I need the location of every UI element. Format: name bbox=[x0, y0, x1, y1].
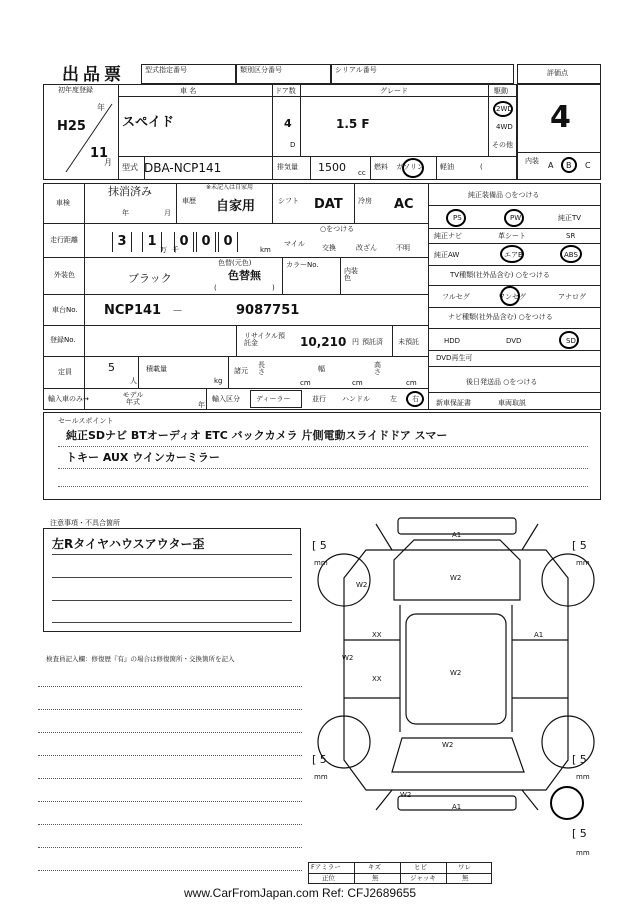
notes-line1: 左Rタイヤハウスアウター歪 bbox=[52, 537, 205, 551]
vehicle-diagram bbox=[306, 510, 606, 826]
drive-4wd: 4WD bbox=[496, 123, 513, 131]
inspector-lines bbox=[38, 686, 302, 886]
legend-h3: ヒビ bbox=[414, 863, 427, 871]
kg-unit: kg bbox=[214, 377, 223, 385]
sen-unit: 千 bbox=[172, 246, 179, 254]
model-year-unit: 年 bbox=[198, 401, 205, 409]
trunk bbox=[392, 738, 524, 772]
month-unit: 月 bbox=[104, 158, 112, 167]
light-oil-label: 軽油 bbox=[440, 163, 454, 171]
man-unit: 万 bbox=[160, 246, 167, 254]
chassis-label: 車台No. bbox=[52, 306, 78, 314]
mark-a1-rear: A1 bbox=[452, 803, 462, 811]
mark-w2-bumper: W2 bbox=[400, 791, 412, 799]
rating-label: 評価点 bbox=[547, 69, 568, 77]
sales-point-label: セールスポイント bbox=[58, 417, 114, 425]
color-paren-r: ) bbox=[272, 284, 275, 292]
shift-label: シフト bbox=[278, 197, 299, 205]
import-type-label: 輸入区分 bbox=[212, 395, 240, 403]
after-header: 後日発送品 ○をつける bbox=[466, 378, 538, 386]
eq-leather: 革シート bbox=[498, 232, 526, 240]
drive-other: その他 bbox=[492, 141, 513, 149]
mileage-digit: 0 bbox=[174, 232, 194, 252]
width-label: 幅 bbox=[318, 365, 325, 373]
model-label: 型式 bbox=[122, 163, 138, 172]
tread-front-right: [ 5 bbox=[572, 539, 587, 552]
drive-label: 駆動 bbox=[494, 87, 508, 95]
mileage-digit: 0 bbox=[218, 232, 238, 252]
first-reg-label: 初年度登録 bbox=[58, 86, 93, 94]
capacity-label: 定員 bbox=[58, 368, 72, 376]
fuel-value: ガソリン bbox=[396, 163, 424, 171]
category-label: 類別区分番号 bbox=[240, 66, 282, 74]
marker-circle bbox=[550, 786, 584, 820]
chassis-dash: － bbox=[172, 304, 183, 317]
dealer-label: ディーラー bbox=[256, 395, 291, 403]
color-change-label: 色替(元色) bbox=[218, 259, 252, 267]
serial-label: シリアル番号 bbox=[335, 66, 377, 74]
inspector-line bbox=[38, 847, 302, 848]
tv-analog: アナログ bbox=[558, 293, 586, 301]
mm-spare: mm bbox=[576, 849, 590, 857]
ac-value: AC bbox=[394, 197, 414, 212]
legend-v3: ジャッキ bbox=[410, 874, 436, 882]
eq-tv: 純正TV bbox=[558, 214, 582, 222]
year-unit: 年 bbox=[97, 103, 105, 112]
deposit-not: 未預託 bbox=[398, 338, 419, 346]
height-label: 高さ bbox=[374, 361, 381, 376]
cc-unit: cc bbox=[358, 169, 366, 177]
mileage-digit: 3 bbox=[112, 232, 132, 252]
mm-front-right: mm bbox=[576, 559, 590, 567]
doors-label: ドア数 bbox=[275, 87, 296, 95]
mileage-label: 走行距離 bbox=[50, 236, 78, 244]
odo-unknown: 不明 bbox=[396, 244, 410, 252]
car-name-label: 車 名 bbox=[180, 87, 197, 95]
color-change-value: 色替無 bbox=[228, 269, 261, 282]
recycle-fee: 10,210 bbox=[300, 335, 347, 349]
interior-circle bbox=[561, 157, 577, 173]
mm-front-left: mm bbox=[314, 559, 328, 567]
eq-sr: SR bbox=[566, 232, 576, 240]
after-warranty: 新車保証書 bbox=[436, 399, 471, 407]
inspector-line bbox=[38, 778, 302, 779]
mark-xx-front-door: XX bbox=[372, 631, 382, 639]
interior-b: B bbox=[566, 161, 572, 170]
eq-pw-circle bbox=[504, 209, 524, 227]
chassis-number: 9087751 bbox=[236, 303, 300, 318]
import-only-label: 輸入車のみ→ bbox=[48, 395, 89, 403]
door-suffix: D bbox=[290, 141, 296, 149]
fuel-circle bbox=[402, 158, 424, 178]
inspector-line bbox=[38, 709, 302, 710]
navi-dvd: DVD bbox=[506, 337, 522, 345]
drive-2wd-circle bbox=[493, 101, 513, 117]
inspection-month: 月 bbox=[164, 209, 171, 217]
width-cm: cm bbox=[352, 379, 363, 387]
equipment-header: 純正装備品 ○をつける bbox=[468, 191, 540, 199]
fuel-label: 燃料 bbox=[374, 163, 388, 171]
length-cm: cm bbox=[300, 379, 311, 387]
color-no-label: カラーNo. bbox=[286, 261, 319, 269]
mm-rear-left: mm bbox=[314, 773, 328, 781]
after-manual: 車両取説 bbox=[498, 399, 526, 407]
right-handle-circle bbox=[406, 391, 424, 407]
yen-unit: 円 bbox=[352, 338, 359, 346]
odo-exchange: 交換 bbox=[322, 244, 336, 252]
recycle-label: リサイクル預託金 bbox=[244, 332, 286, 347]
mark-w2-rear: W2 bbox=[442, 741, 454, 749]
parallel-label: 並行 bbox=[312, 395, 326, 403]
chassis-prefix: NCP141 bbox=[104, 303, 162, 318]
dims-label: 諸元 bbox=[234, 367, 248, 375]
legend-v1: 正位 bbox=[322, 874, 335, 882]
model-year-label: モデル年式 bbox=[122, 391, 144, 406]
right-handle: 右 bbox=[412, 395, 419, 403]
first-reg-month: 11 bbox=[90, 146, 109, 161]
tread-spare: [ 5 bbox=[572, 827, 587, 840]
interior-label: 内装 bbox=[525, 157, 539, 165]
color-paren-l: ( bbox=[214, 284, 217, 292]
odo-tamper: 改ざん bbox=[356, 244, 377, 252]
mileage-digit: 0 bbox=[196, 232, 216, 252]
interior-c: C bbox=[585, 161, 591, 170]
mark-w2-left-front: W2 bbox=[356, 581, 368, 589]
displacement-value: 1500 bbox=[318, 161, 346, 174]
tv-oneseg: ワンセグ bbox=[498, 293, 526, 301]
mm-rear-right: mm bbox=[576, 773, 590, 781]
page-title: 出品票 bbox=[62, 65, 125, 85]
footer-ref: www.CarFromJapan.com Ref: CFJ2689655 bbox=[184, 886, 417, 900]
notes-label: 注意事項・不具合箇所 bbox=[50, 519, 120, 527]
usage-label: 車歴 bbox=[182, 197, 196, 205]
tv-header: TV種類(社外品含む) ○をつける bbox=[450, 271, 550, 279]
person-unit: 人 bbox=[130, 377, 137, 385]
mark-a1-right: A1 bbox=[534, 631, 544, 639]
mark-w2-roof: W2 bbox=[450, 669, 462, 677]
sales-point-line1: 純正SDナビ BTオーディオ ETC バックカメラ 片側電動スライドドア スマー bbox=[66, 429, 448, 442]
color-value: ブラック bbox=[128, 272, 172, 285]
grade-label: グレード bbox=[380, 87, 408, 95]
inspector-line bbox=[38, 870, 302, 871]
navi-hdd: HDD bbox=[444, 337, 461, 345]
interior-color-label: 内装色 bbox=[344, 267, 358, 282]
mark-a1-front: A1 bbox=[452, 531, 462, 539]
legend-v4: 無 bbox=[462, 874, 469, 882]
km-unit: km bbox=[260, 246, 271, 254]
light-oil-paren: ( bbox=[480, 163, 483, 171]
inspection-value: 抹消済み bbox=[108, 185, 152, 198]
tread-rear-left: [ 5 bbox=[312, 753, 327, 766]
tv-oneseg-circle bbox=[500, 286, 520, 306]
eq-ps: PS bbox=[453, 214, 462, 222]
legend-v2: 無 bbox=[372, 874, 379, 882]
legend-h2: キズ bbox=[368, 863, 381, 871]
navi-sd: SD bbox=[566, 337, 576, 345]
inspector-label: 検査員記入欄：修復歴『有』の場合は修復箇所・交換箇所を記入 bbox=[46, 655, 235, 663]
mark-w2-left: W2 bbox=[342, 654, 354, 662]
drive-2wd: 2WD bbox=[496, 105, 513, 113]
eq-abs: ABS bbox=[564, 251, 578, 259]
deposit-done: 預託済 bbox=[362, 338, 383, 346]
capacity-value: 5 bbox=[108, 361, 115, 374]
inspection-label: 車検 bbox=[56, 199, 70, 207]
car-name: スペイド bbox=[122, 115, 175, 130]
tread-front-left: [ 5 bbox=[312, 539, 327, 552]
load-label: 積載量 bbox=[146, 365, 167, 373]
model-value: DBA-NCP141 bbox=[144, 161, 222, 175]
mark-xx-rear-door: XX bbox=[372, 675, 382, 683]
displacement-label: 排気量 bbox=[277, 163, 298, 171]
tread-rear-right: [ 5 bbox=[572, 753, 587, 766]
inspector-line bbox=[38, 686, 302, 687]
color-label: 外装色 bbox=[54, 271, 75, 279]
tv-fullseg: フルセグ bbox=[442, 293, 470, 301]
private-note: ※未記入は自家用 bbox=[206, 184, 254, 191]
usage-value: 自家用 bbox=[216, 199, 256, 214]
eq-ps-circle bbox=[446, 209, 466, 227]
shift-value: DAT bbox=[314, 197, 343, 212]
length-label: 長さ bbox=[258, 361, 265, 376]
mark-w2-hood: W2 bbox=[450, 574, 462, 582]
eq-navi: 純正ナビ bbox=[434, 232, 462, 240]
legend-h4: ワレ bbox=[458, 863, 471, 871]
mile-label: マイル bbox=[284, 240, 305, 248]
navi-header: ナビ種類(社外品含む) ○をつける bbox=[448, 313, 553, 321]
inspector-line bbox=[38, 824, 302, 825]
mileage-digit: 1 bbox=[142, 232, 162, 252]
handle-label: ハンドル bbox=[342, 395, 370, 403]
eq-airbag: エアB bbox=[504, 251, 523, 259]
reg-no-label: 登録No. bbox=[50, 336, 76, 344]
inspector-line bbox=[38, 732, 302, 733]
score-value: 4 bbox=[550, 100, 571, 135]
legend-h1: Fアミラー bbox=[311, 863, 341, 871]
interior-a: A bbox=[548, 161, 554, 170]
grade-value: 1.5 F bbox=[336, 117, 370, 131]
navi-sd-circle bbox=[559, 331, 579, 349]
dvd-play: DVD再生可 bbox=[436, 354, 473, 362]
first-reg-year: H25 bbox=[57, 119, 86, 134]
height-cm: cm bbox=[406, 379, 417, 387]
eq-aw: 純正AW bbox=[434, 251, 460, 259]
inspector-line bbox=[38, 755, 302, 756]
eq-airbag-circle bbox=[500, 245, 524, 263]
ac-label: 冷房 bbox=[358, 197, 372, 205]
sales-point-line2: トキー AUX ウインカーミラー bbox=[66, 451, 220, 464]
inspector-line bbox=[38, 801, 302, 802]
doors-value: 4 bbox=[284, 117, 292, 130]
left-handle: 左 bbox=[390, 395, 397, 403]
hood bbox=[394, 540, 520, 600]
model-code-label: 型式指定番号 bbox=[145, 66, 187, 74]
eq-abs-circle bbox=[560, 245, 582, 263]
inspection-year: 年 bbox=[122, 209, 129, 217]
eq-pw: PW bbox=[510, 214, 522, 222]
odo-circle-note: ○をつける bbox=[320, 225, 355, 233]
